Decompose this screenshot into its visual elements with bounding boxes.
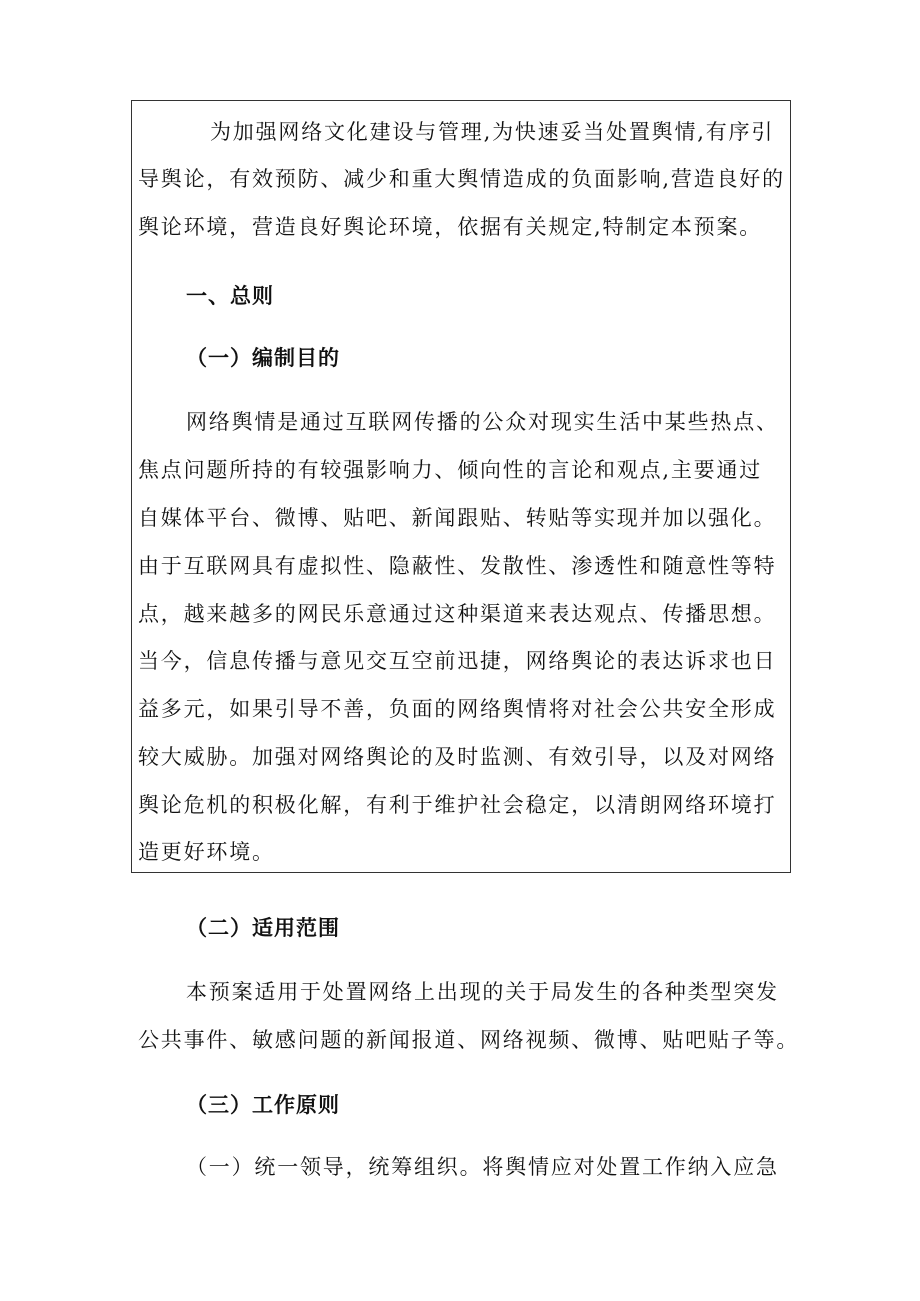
purpose-line-6: 当今，信息传播与意见交互空前迅捷，网络舆论的表达诉求也日 [138, 649, 777, 673]
intro-line-3: 舆论环境，营造良好舆论环境，依据有关规定,特制定本预案。 [138, 215, 763, 239]
purpose-line-4: 由于互联网具有虚拟性、隐蔽性、发散性、渗透性和随意性等特 [138, 554, 777, 578]
intro-line-2: 导舆论，有效预防、减少和重大舆情造成的负面影响,营造良好的 [138, 167, 785, 191]
subheading-scope: （二）适用范围 [186, 916, 340, 940]
subheading-principles: （三）工作原则 [186, 1093, 340, 1117]
purpose-line-3: 自媒体平台、微博、贴吧、新闻跟贴、转贴等实现并加以强化。 [138, 506, 777, 530]
purpose-line-1: 网络舆情是通过互联网传播的公众对现实生活中某些热点、 [186, 410, 779, 434]
purpose-line-7: 益多元，如果引导不善，负面的网络舆情将对社会公共安全形成 [138, 697, 777, 721]
section-heading-general: 一、总则 [186, 284, 274, 308]
purpose-line-10: 造更好环境。 [138, 840, 275, 864]
subheading-purpose: （一）编制目的 [186, 346, 340, 370]
scope-line-2: 公共事件、敏感问题的新闻报道、网络视频、微博、贴吧贴子等。 [138, 1028, 800, 1052]
purpose-line-5: 点，越来越多的网民乐意通过这种渠道来表达观点、传播思想。 [138, 602, 777, 626]
purpose-line-2: 焦点问题所持的有较强影响力、倾向性的言论和观点,主要通过 [138, 458, 763, 482]
purpose-line-8: 较大威胁。加强对网络舆论的及时监测、有效引导，以及对网络 [138, 745, 777, 769]
principle-line-1: （一）统一领导，统筹组织。将舆情应对处置工作纳入应急 [186, 1155, 779, 1179]
intro-line-1: 为加强网络文化建设与管理,为快速妥当处置舆情,有序引 [210, 120, 775, 144]
purpose-line-9: 舆论危机的积极化解，有利于维护社会稳定，以清朗网络环境打 [138, 793, 777, 817]
scope-line-1: 本预案适用于处置网络上出现的关于局发生的各种类型突发 [186, 980, 779, 1004]
